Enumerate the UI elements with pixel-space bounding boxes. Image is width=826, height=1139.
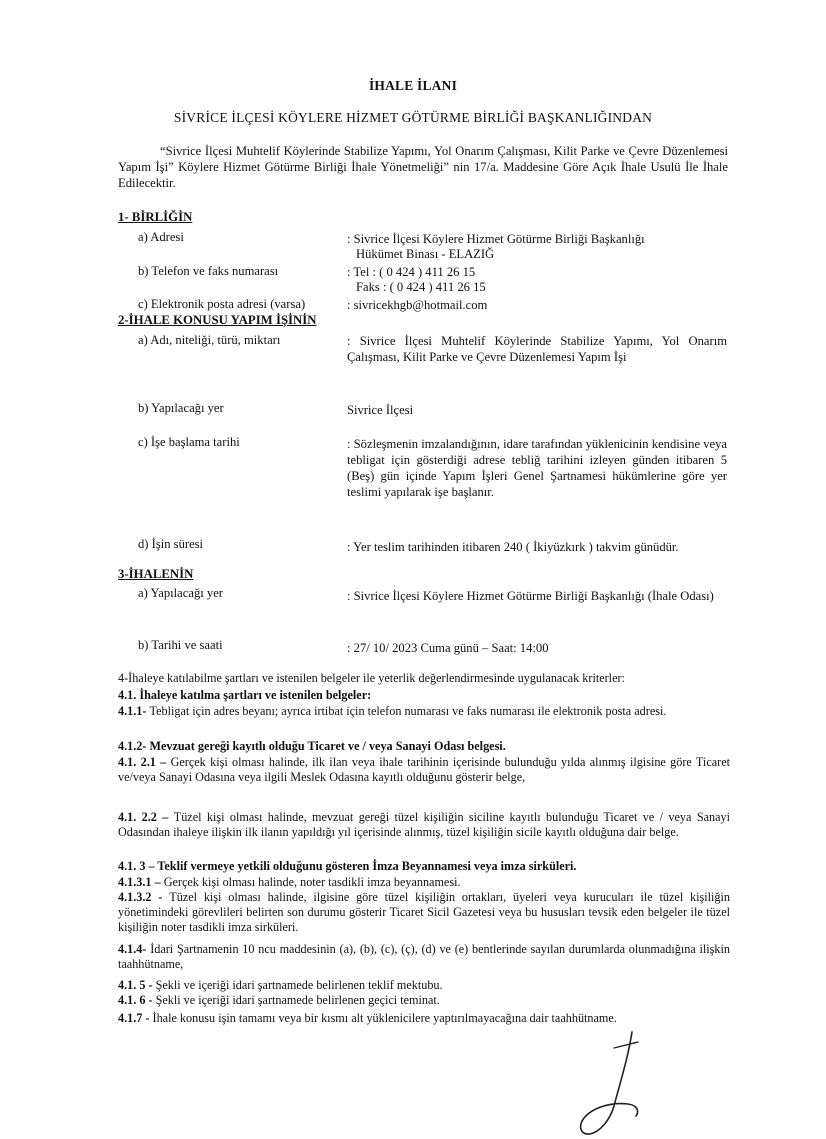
criteria-item-number: 4.1.4- xyxy=(118,942,151,956)
address-value-line2: Hükümet Binası - ELAZIĞ xyxy=(356,247,495,261)
section-1-heading: 1- BİRLİĞİN xyxy=(118,210,193,224)
criteria-item-number: 4.1.1- xyxy=(118,704,150,718)
start-date-value: : Sözleşmenin imzalandığının, idare tarafından yüklenicinin kendisine veya tebligat için gösterdiği adrese tebliğ tarihini izleyen günden itibaren 5 (Beş) gün içinde Yapım İşleri Genel Şartnamesi hükümlerine göre yer teslimi yapılarak işe başlanır. xyxy=(347,437,727,499)
address-label: a) Adresi xyxy=(138,230,184,244)
email-value: : sivricekhgb@hotmail.com xyxy=(347,298,488,312)
tender-place-label: a) Yapılacağı yer xyxy=(138,586,223,600)
criteria-item xyxy=(118,688,730,703)
criteria-item-number: 4.1. 2.2 – xyxy=(118,810,174,824)
duration-label: d) İşin süresi xyxy=(138,537,204,551)
fax-value: Faks : ( 0 424 ) 411 26 15 xyxy=(356,280,486,294)
document-title: İHALE İLANI xyxy=(368,78,458,93)
criteria-item xyxy=(118,704,730,719)
work-name-value: : Sivrice İlçesi Muhtelif Köylerinde Stabilize Yapımı, Yol Onarım Çalışması, Kilit Parke ve Çevre Düzenlemesi Yapım İşi xyxy=(347,334,727,364)
work-place-label: b) Yapılacağı yer xyxy=(138,401,224,415)
criteria-item-text: Şekli ve içeriği idari şartnamede belirlenen teklif mektubu. xyxy=(155,978,443,992)
criteria-item-text: Tüzel kişi olması halinde, ilgisine göre tüzel kişiliğin ortakları, üyeleri veya kurucuları ile tüzel kişiliğin yönetimindeki görevlileri belirten son durumu gösterir Ticaret Sicil Gazetesi veya bu hususları tevsik eden belgeler ile tüzel kişiliğin noter tasdikli imza sirküleri. xyxy=(118,890,730,934)
criteria-item-text: İdari Şartnamenin 10 ncu maddesinin (a), (b), (c), (ç), (d) ve (e) bentlerinde sayılan durumlarda olunmadığına ilişkin taahhütname, xyxy=(118,942,730,971)
criteria-item xyxy=(118,875,730,890)
criteria-item-text: Tebligat için adres beyanı; ayrıca irtibat için telefon numarası ve faks numarası ile elektronik posta adresi. xyxy=(149,704,667,718)
criteria-item-number: 4.1. 3 – xyxy=(118,859,158,873)
section-2-heading: 2-İHALE KONUSU YAPIM İŞİNİN xyxy=(118,313,317,327)
criteria-item-number: 4.1.7 - xyxy=(118,1011,153,1025)
criteria-item-number: 4.1.3.1 – xyxy=(118,875,164,889)
criteria-item-number: 4.1. 2.1 – xyxy=(118,755,171,769)
start-date-label: c) İşe başlama tarihi xyxy=(138,435,240,449)
criteria-item-text: İhaleye katılma şartları ve istenilen belgeler: xyxy=(139,688,372,702)
criteria-item xyxy=(118,1011,730,1026)
criteria-item-text: Tüzel kişi olması halinde, mevzuat gereği tüzel kişiliğin siciline kayıtlı bulunduğu Ticaret ve / veya Sanayi Odasından ihaleye ilişkin ilk ilanın yapıldığı yıl içerisinde alınmış, tüzel kişiliğin sicile kayıtlı olduğuna dair belge. xyxy=(118,810,730,839)
criteria-item xyxy=(118,755,730,785)
phone-value: : Tel : ( 0 424 ) 411 26 15 xyxy=(347,265,476,279)
section-3-heading: 3-İHALENİN xyxy=(118,567,194,581)
address-value-line1: : Sivrice İlçesi Köylere Hizmet Götürme Birliği Başkanlığı xyxy=(347,232,645,246)
criteria-item xyxy=(118,993,730,1008)
tender-datetime-value: : 27/ 10/ 2023 Cuma günü – Saat: 14:00 xyxy=(347,641,549,655)
email-label: c) Elektronik posta adresi (varsa) xyxy=(138,297,306,311)
duration-value: : Yer teslim tarihinden itibaren 240 ( İkiyüzkırk ) takvim günüdür. xyxy=(347,540,679,554)
criteria-item xyxy=(118,859,730,874)
issuer-heading: SİVRİCE İLÇESİ KÖYLERE HİZMET GÖTÜRME BİRLİĞİ BAŞKANLIĞINDAN xyxy=(173,110,653,125)
criteria-item xyxy=(118,810,730,840)
work-name-label: a) Adı, niteliği, türü, miktarı xyxy=(138,333,281,347)
criteria-item-number: 4.1. xyxy=(118,688,140,702)
criteria-item-number: 4.1. 6 - xyxy=(118,993,156,1007)
criteria-item-text: İhale konusu işin tamamı veya bir kısmı alt yüklenicilere yaptırılmayacağına dair taahhütname. xyxy=(152,1011,617,1025)
criteria-item-text: Gerçek kişi olması halinde, ilk ilan veya ihale tarihinin içerisinde bulunduğu yılda alınmış ilgisine göre Ticaret ve/veya Sanayi Odasına veya ilgili Meslek Odasına kayıtlı olduğunu gösterir belge, xyxy=(118,755,730,784)
criteria-item xyxy=(118,739,730,754)
criteria-item xyxy=(118,942,730,972)
criteria-item-text: Şekli ve içeriği idari şartnamede belirlenen geçici teminat. xyxy=(155,993,440,1007)
criteria-item-number: 4.1.2- xyxy=(118,739,150,753)
criteria-item xyxy=(118,978,730,993)
criteria-item-number: 4.1.3.2 - xyxy=(118,890,170,904)
criteria-item-text: Mevzuat gereği kayıtlı olduğu Ticaret ve / veya Sanayi Odası belgesi. xyxy=(149,739,506,753)
phone-label: b) Telefon ve faks numarası xyxy=(138,264,279,278)
criteria-item xyxy=(118,890,730,935)
signature-mark xyxy=(570,1028,660,1138)
tender-datetime-label: b) Tarihi ve saati xyxy=(138,638,223,652)
criteria-item-number: 4.1. 5 - xyxy=(118,978,156,992)
work-place-value: Sivrice İlçesi xyxy=(347,403,414,417)
tender-place-value: : Sivrice İlçesi Köylere Hizmet Götürme Birliği Başkanlığı (İhale Odası) xyxy=(347,589,714,603)
intro-paragraph: “Sivrice İlçesi Muhtelif Köylerinde Stabilize Yapımı, Yol Onarım Çalışması, Kilit Parke ve Çevre Düzenlemesi Yapım İşi” Köylere Hizmet Götürme Birliği İhale Yönetmeliği” nin 17/a. Maddesine Göre Açık İhale Usulü İle İhale Edilecektir. xyxy=(118,144,728,190)
criteria-item-text: Teklif vermeye yetkili olduğunu gösteren İmza Beyannamesi veya imza sirküleri. xyxy=(157,859,577,873)
section-4-heading: 4-İhaleye katılabilme şartları ve istenilen belgeler ile yeterlik değerlendirmesinde uygulanacak kriterler: xyxy=(118,671,625,685)
criteria-item-text: Gerçek kişi olması halinde, noter tasdikli imza beyannamesi. xyxy=(163,875,461,889)
